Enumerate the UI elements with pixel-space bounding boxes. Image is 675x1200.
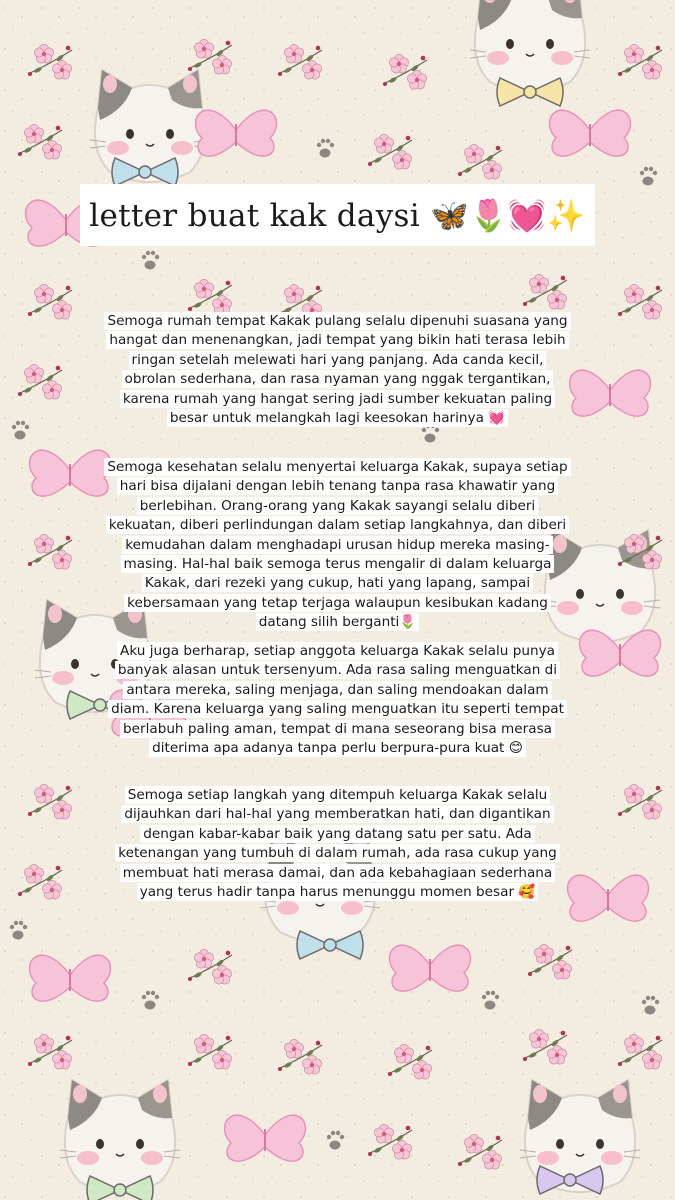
letter-paragraph-3	[104, 642, 571, 758]
title-banner	[80, 184, 595, 246]
letter-paragraph-1	[104, 312, 571, 428]
paragraph-text: Aku juga berharap, setiap anggota keluarga Kakak selalu punya banyak alasan untuk tersenyum. Ada rasa saling menguatkan di antara mereka, saling menjaga, dan saling mendoakan dalam diam. Karena keluarga yang saling menguatkan itu seperti tempat berlabuh paling aman, tempat di mana seseorang bisa merasa diterima apa adanya tanpa perlu berpura-pura kuat 😊	[108, 642, 567, 757]
letter-paragraph-2	[104, 458, 571, 633]
paragraph-text: Semoga setiap langkah yang ditempuh keluarga Kakak selalu dijauhkan dari hal-hal yang memberatkan hati, dan digantikan dengan kabar-kabar baik yang datang satu per satu. Ada ketenangan yang tumbuh di dalam rumah, ada rasa cukup yang membuat hati merasa damai, dan ada kebahagiaan sederhana yang terus hadir tanpa harus menunggu momen besar 🥰	[115, 786, 560, 901]
page-title: letter buat kak daysi 🦋🌷💓✨	[89, 197, 586, 234]
paragraph-text: Semoga kesehatan selalu menyertai keluarga Kakak, supaya setiap hari bisa dijalani dengan lebih tenang tanpa rasa khawatir yang berlebihan. Orang-orang yang Kakak sayangi selalu diberi kekuatan, diberi perlindungan dalam setiap langkahnya, dan diberi kemudahan dalam menghadapi urusan hidup mereka masing-masing. Hal-hal baik semoga terus mengalir di dalam keluarga Kakak, dari rezeki yang cukup, hati yang lapang, sampai kebersamaan yang tetap terjaga walaupun kesibukan kadang datang silih berganti🌷	[104, 458, 570, 631]
letter-paragraph-4	[104, 786, 571, 902]
paragraph-text: Semoga rumah tempat Kakak pulang selalu dipenuhi suasana yang hangat dan menenangkan, jadi tempat yang bikin hati terasa lebih ringan setelah melewati hari yang panjang. Ada canda kecil, obrolan sederhana, dan rasa nyaman yang nggak tergantikan, karena rumah yang hangat sering jadi sumber kekuatan paling besar untuk melangkah lagi keesokan harinya 💓	[104, 312, 570, 427]
